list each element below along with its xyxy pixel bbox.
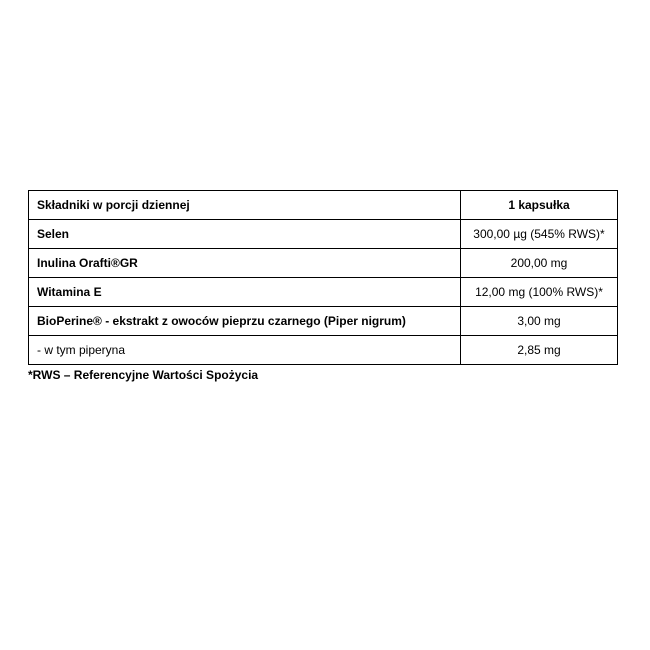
- ingredient-name: Inulina Orafti®GR: [29, 249, 461, 278]
- ingredient-name: BioPerine® - ekstrakt z owoców pieprzu czarnego (Piper nigrum): [29, 307, 461, 336]
- header-ingredient: Składniki w porcji dziennej: [29, 191, 461, 220]
- ingredient-amount: 12,00 mg (100% RWS)*: [461, 278, 618, 307]
- ingredient-amount: 3,00 mg: [461, 307, 618, 336]
- ingredient-name: - w tym piperyna: [29, 336, 461, 365]
- footnote: *RWS – Referencyjne Wartości Spożycia: [28, 368, 259, 382]
- ingredient-amount: 300,00 µg (545% RWS)*: [461, 220, 618, 249]
- ingredient-name: Witamina E: [29, 278, 461, 307]
- table-row: [29, 336, 618, 365]
- ingredients-table: [28, 190, 618, 365]
- table-header-row: [29, 191, 618, 220]
- table-row: [29, 278, 618, 307]
- header-amount: 1 kapsułka: [461, 191, 618, 220]
- supplement-facts: [28, 190, 618, 382]
- table-row: [29, 307, 618, 336]
- table-row: [29, 220, 618, 249]
- ingredient-amount: 200,00 mg: [461, 249, 618, 278]
- ingredient-name: Selen: [29, 220, 461, 249]
- table-row: [29, 249, 618, 278]
- ingredient-amount: 2,85 mg: [461, 336, 618, 365]
